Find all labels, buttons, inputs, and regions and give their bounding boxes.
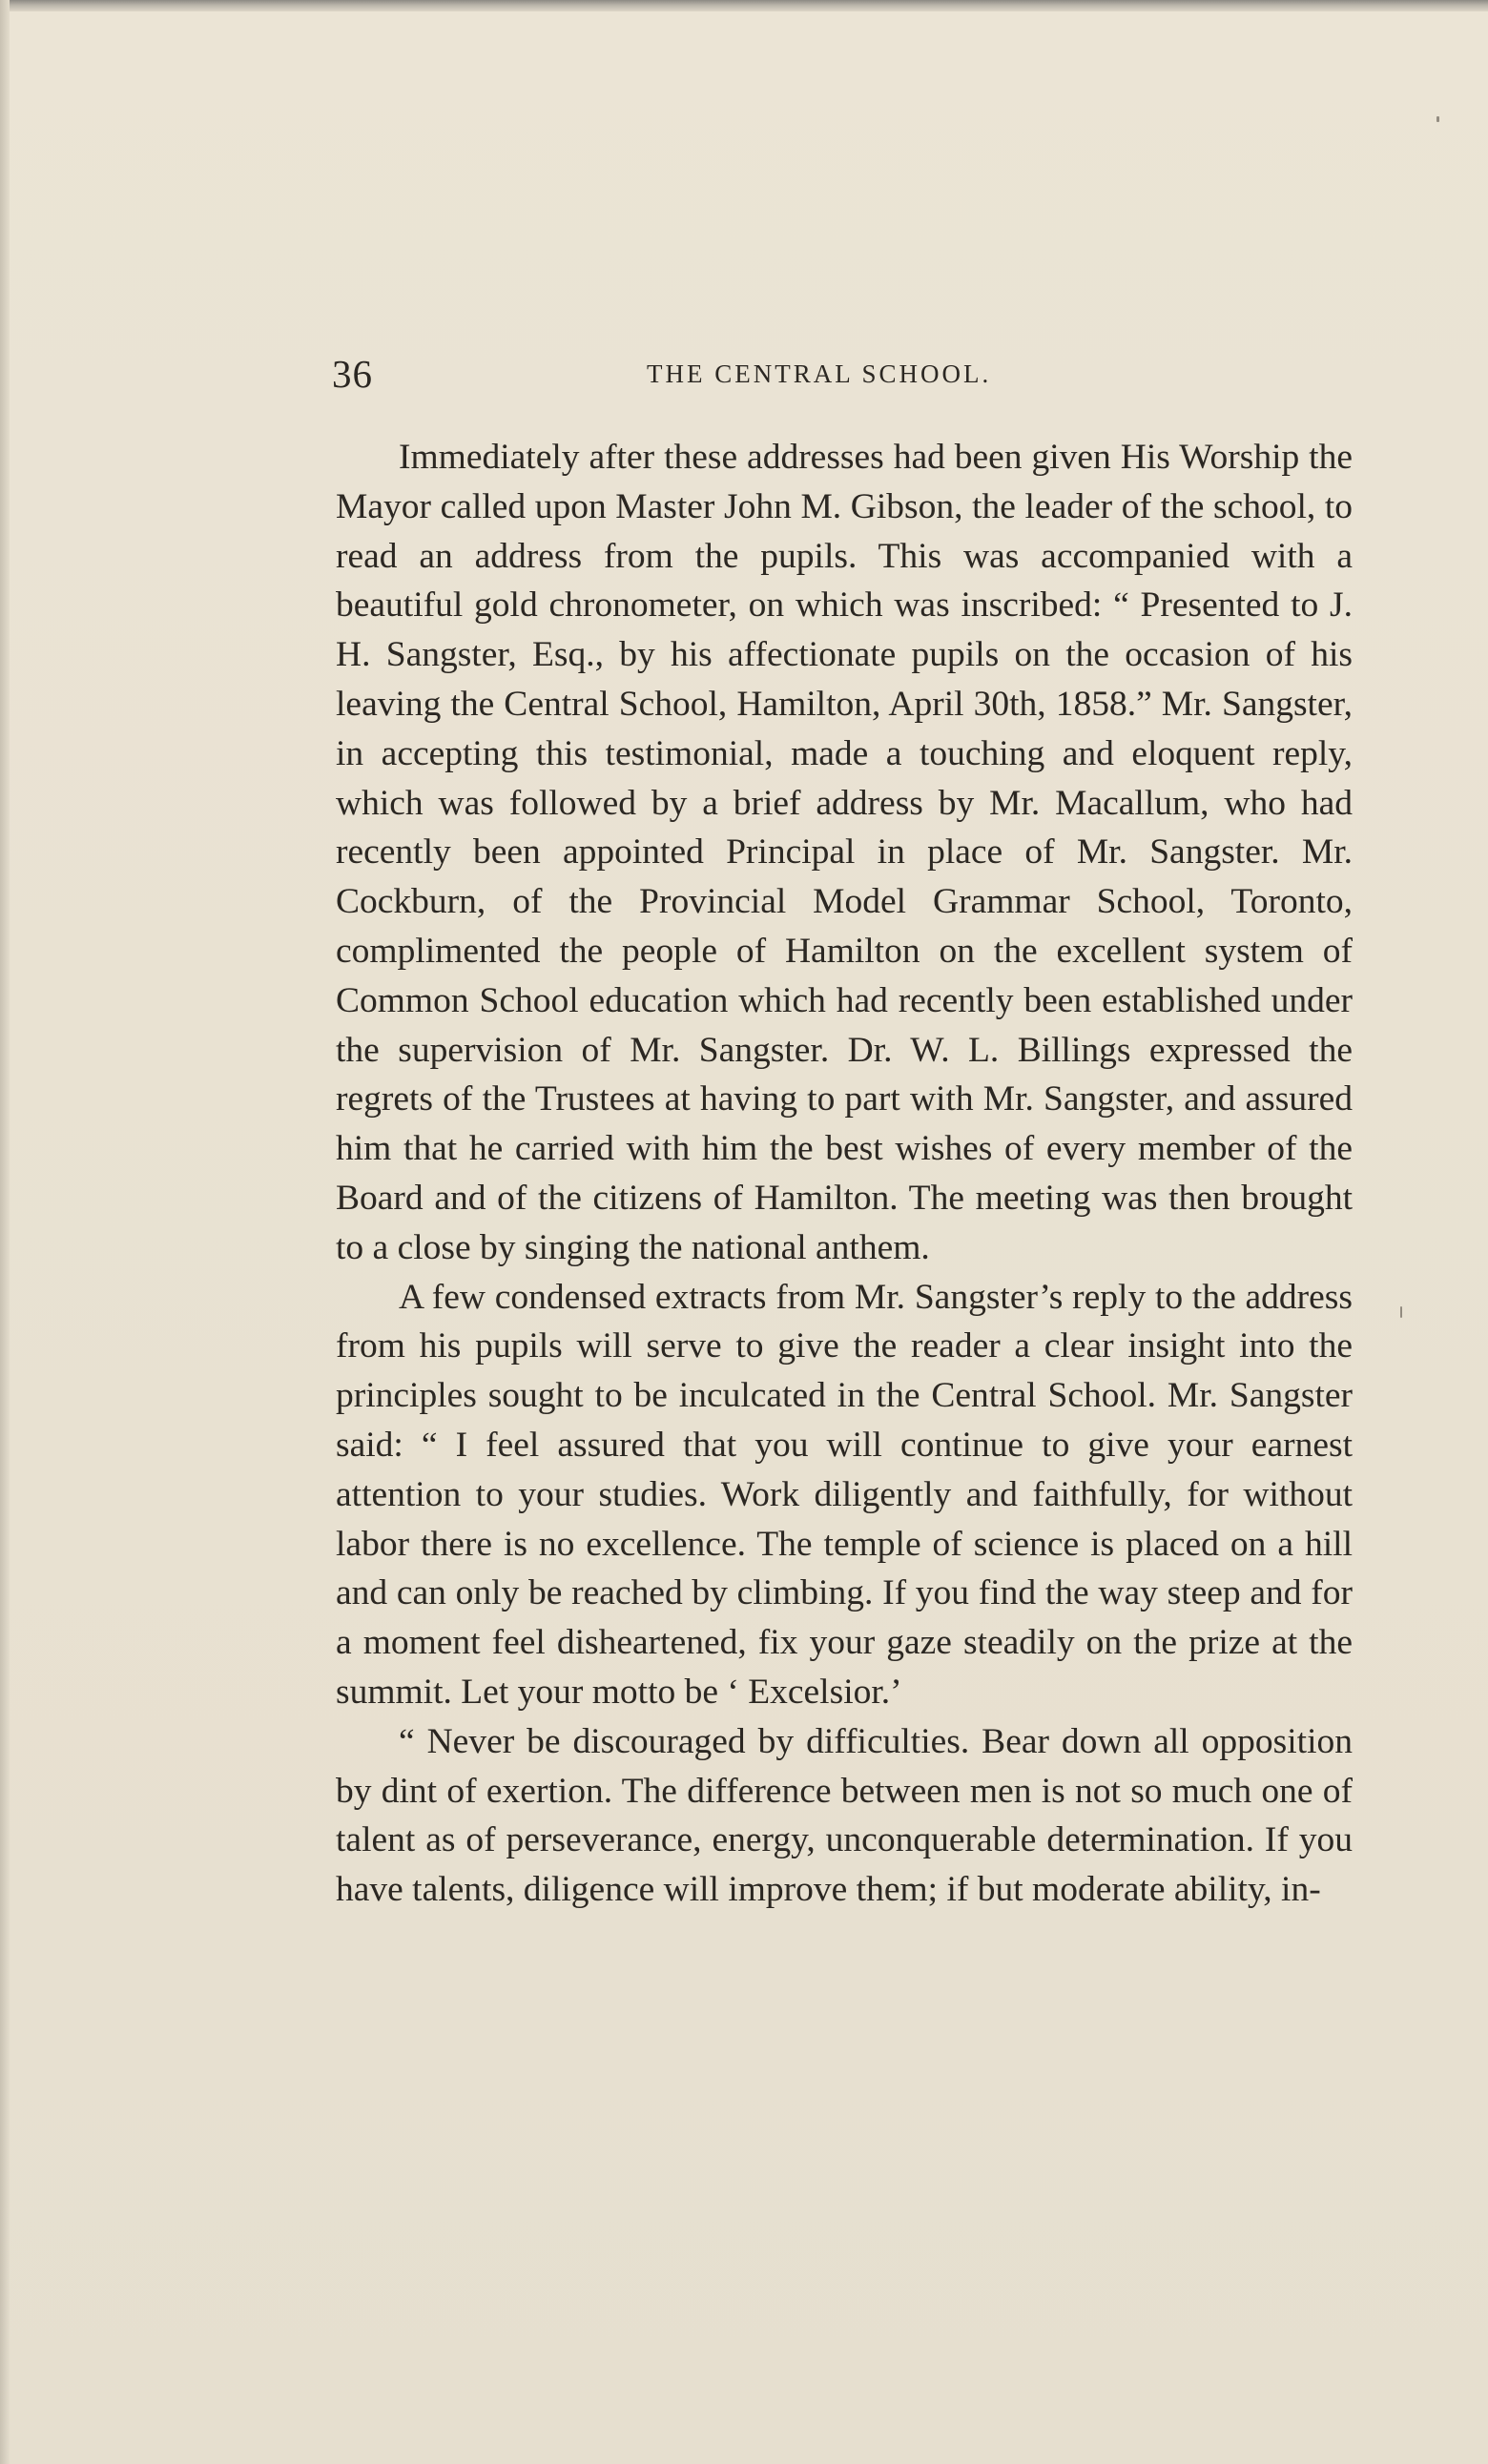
paragraph-1: Immediately after these addresses had been given His Worship the Mayor called upon Master John M. Gibson, the leader of the school, to read an address from the pupils. This was accompanied with a beautiful gold chronometer, on which was inscribed: “ Presented to J. H. Sangster, Esq., by his affectionate pupils on the occasion of his leaving the Central School, Hamilton, April 30th, 1858.” Mr. Sangster, in accepting this testimonial, made a touching and eloquent reply, which was followed by a brief address by Mr. Macallum, who had recently been appointed Principal in place of Mr. Sangster. Mr. Cockburn, of the Provincial Model Grammar School, Toronto, complimented the people of Hamilton on the excellent system of Common School education which had recently been established under the supervision of Mr. Sangster. Dr. W. L. Billings expressed the regrets of the Trustees at having to part with Mr. Sangster, and assured him that he carried with him the best wishes of every member of the Board and of the citizens of Hamilton. The meeting was then brought to a close by singing the national anthem.: [336, 438, 1353, 1267]
page-gutter-edge: [0, 0, 10, 2464]
running-title: THE CENTRAL SCHOOL.: [647, 359, 992, 388]
paragraph-3: “ Never be discouraged by difficulties. Bear down all opposition by dint of exertion. The difference between men is not so much one of talent as of perseverance, energy, unconquerable determination. If you have talents, diligence will improve them; if but moderate ability, in-: [336, 1721, 1353, 1910]
paragraph-2: A few condensed extracts from Mr. Sangster’s reply to the address from his pupils will serve to give the reader a clear insight into the principles sought to be inculcated in the Central School. Mr. Sangster said: “ I feel assured that you will continue to give your earnest attention to your studies. Work diligently and faithfully, for without labor there is no excellence. The temple of science is placed on a hill and can only be reached by climbing. If you find the way steep and for a moment feel disheartened, fix your gaze steadily on the prize at the summit. Let your motto be ‘ Excelsior.’: [336, 1277, 1353, 1712]
running-head: [332, 345, 1354, 402]
page-number: 36: [332, 352, 373, 396]
page-top-edge: [0, 0, 1488, 11]
body-text: [336, 433, 1353, 1915]
paper-speck: [1400, 1306, 1402, 1318]
paper-speck: [1436, 116, 1439, 122]
